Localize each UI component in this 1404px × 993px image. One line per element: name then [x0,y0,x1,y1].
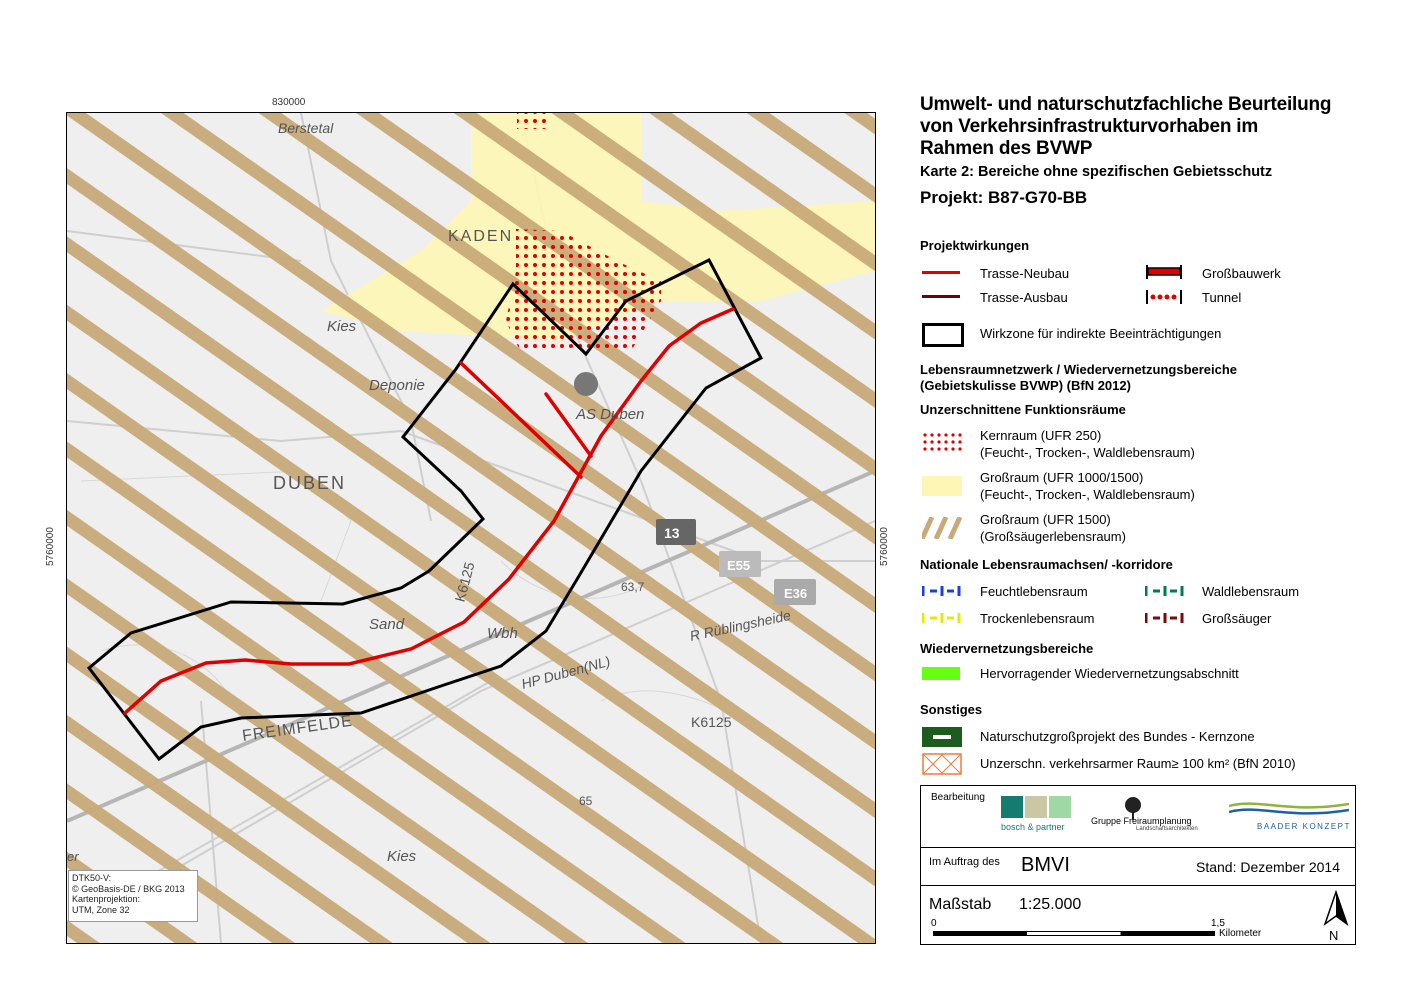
north-arrow-icon [1321,890,1351,930]
label-hp-duben: HP Duben(NL) [519,652,612,692]
auftrag-label: Im Auftrag des [929,856,1000,868]
bearbeitung-label: Bearbeitung [931,792,985,803]
credit-line: Kartenprojektion: [72,894,141,904]
logo-gruppe-freiraumplanung: Gruppe Freiraumplanung [1091,816,1192,826]
legend-naturschutz: Naturschutzgroßprojekt des Bundes - Kernzone [980,729,1255,744]
section-wiedervernetzung: Wiedervernetzungsbereiche [920,641,1094,656]
legend-kernraum-line: Kernraum (UFR 250) [980,428,1102,443]
baader-wave-icon [1229,798,1349,820]
section-achsen: Nationale Lebensraumachsen/ -korridore [920,557,1173,572]
label-k6125-b: K6125 [691,714,732,730]
road-shield-e36: E36 [784,586,808,601]
map-title-line: Rahmen des BVWP [920,138,1093,159]
logo-baader-konzept: BAADER KONZEPT [1257,822,1351,831]
massstab-value: 1:25.000 [1019,896,1082,913]
map-title-line: Umwelt- und naturschutzfachliche Beurteilung [920,94,1332,115]
legend-feucht: Feuchtlebensraum [980,584,1088,599]
unzerschn-symbol [922,753,962,775]
road-shield-13: 13 [664,525,680,541]
label-deponie: Deponie [369,377,425,394]
legend-hervorragend: Hervorragender Wiedervernetzungsabschnitt [980,666,1239,681]
legend-trasse-neubau: Trasse-Neubau [980,266,1070,281]
grossbauwerk-icon [1145,264,1185,280]
section-unzerschnitten: Unzerschnittene Funktionsräume [920,402,1126,417]
ausbau-symbol [922,295,960,298]
section-sonstiges: Sonstiges [920,702,983,717]
grossraum-symbol [922,476,962,496]
wirkzone-symbol [922,323,964,347]
label-rueblingsheide: R Rüblingsheide [688,606,793,644]
label-wbh: Wbh [487,625,518,642]
scale-zero: 0 [931,918,937,929]
divider [921,885,1355,886]
label-sand: Sand [369,616,405,633]
credit-line: DTK50-V: [72,873,112,883]
label-kies-1: Kies [327,318,357,335]
legend-trasse-ausbau: Trasse-Ausbau [980,290,1068,305]
legend-wirkzone: Wirkzone für indirekte Beeinträchtigungen [980,326,1222,341]
legend-kernraum-line: (Feucht-, Trocken-, Waldlebensraum) [980,445,1195,460]
grosssaeuger-symbol [1145,611,1185,625]
legend-kernraum [980,427,1195,461]
label-freimfelde: FREIMFELDE [241,712,354,745]
label-berstetal: Berstetal [278,120,334,136]
credit-line: © GeoBasis-DE / BKG 2013 [72,883,185,894]
divider [921,847,1355,848]
wald-symbol [1145,584,1185,598]
legend-grossraum [980,469,1195,503]
label-kaden: KADEN [448,228,514,245]
section-lebensraum-line: Lebensraumnetzwerk / Wiedervernetzungsbereiche [920,362,1238,377]
legend-tunnel: Tunnel [1202,290,1242,305]
stand-date: Stand: Dezember 2014 [1196,859,1340,875]
logo-bosch-partner: bosch & partner [1001,822,1065,832]
scale-bar [933,931,1215,936]
logo-block-3 [1049,796,1071,818]
client-name: BMVI [1021,854,1070,876]
coord-left: 5760000 [45,527,56,566]
label-k6125: K6125 [451,560,478,604]
map-view[interactable] [66,112,876,944]
legend-unzerschn: Unzerschn. verkehrsarmer Raum≥ 100 km² (BfN 2010) [980,756,1296,771]
map-title-line: von Verkehrsinfrastrukturvorhaben im [920,116,1259,137]
naturschutz-symbol [922,727,962,747]
scale-max: 1,5 [1211,918,1225,929]
section-projektwirkungen: Projektwirkungen [920,238,1030,253]
legend-grossraum-line: (Feucht-, Trocken-, Waldlebensraum) [980,487,1195,502]
section-lebensraum-line: (Gebietskulisse BVWP) (BfN 2012) [920,378,1131,393]
label-kies-2: Kies [387,848,417,865]
coord-top: 830000 [272,97,306,108]
hervorragend-symbol [922,667,960,680]
label-elev-2: 65 [579,794,593,808]
grosssaeuger-hatch-symbol [922,517,962,539]
legend-grosssaeuger: Großsäuger [1202,611,1272,626]
trocken-symbol [922,611,962,625]
tunnel-icon [1145,289,1185,305]
label-duben: DUBEN [273,473,347,493]
label-er: er [67,849,79,864]
label-elev-1: 63,7 [621,580,645,594]
map-subtitle: Karte 2: Bereiche ohne spezifischen Gebietsschutz [920,164,1273,180]
coord-right: 5760000 [879,527,890,566]
feucht-symbol [922,584,962,598]
kernraum-symbol [922,431,962,453]
logo-block-1 [1001,796,1023,818]
legend-grossraum-line: Großraum (UFR 1000/1500) [980,470,1144,485]
legend-grossbauwerk: Großbauwerk [1202,266,1281,281]
label-as-duben: AS Duben [576,406,645,423]
legend-grossraum-ufr1500 [980,511,1126,545]
logo-block-2 [1025,796,1047,818]
neubau-symbol [922,271,960,274]
legend-grossraum2-line: Großraum (UFR 1500) [980,512,1111,527]
massstab-label: Maßstab [929,896,992,913]
legend-trocken: Trockenlebensraum [980,611,1095,626]
title-block [920,785,1356,945]
section-lebensraum [920,362,1237,394]
map-canvas [67,113,875,943]
legend-panel [920,94,1360,208]
credit-line: UTM, Zone 32 [72,904,130,915]
legend-grossraum2-line: (Großsäugerlebensraum) [980,529,1126,544]
map-credit [68,870,198,922]
north-label: N [1329,928,1339,943]
road-shield-e55: E55 [727,558,751,573]
logo-landschaftsarchitekten: Landschaftsarchitekten [1136,826,1198,832]
scale-unit: Kilometer [1219,928,1262,939]
project-title: Projekt: B87-G70-BB [920,188,1088,207]
legend-wald: Waldlebensraum [1202,584,1300,599]
